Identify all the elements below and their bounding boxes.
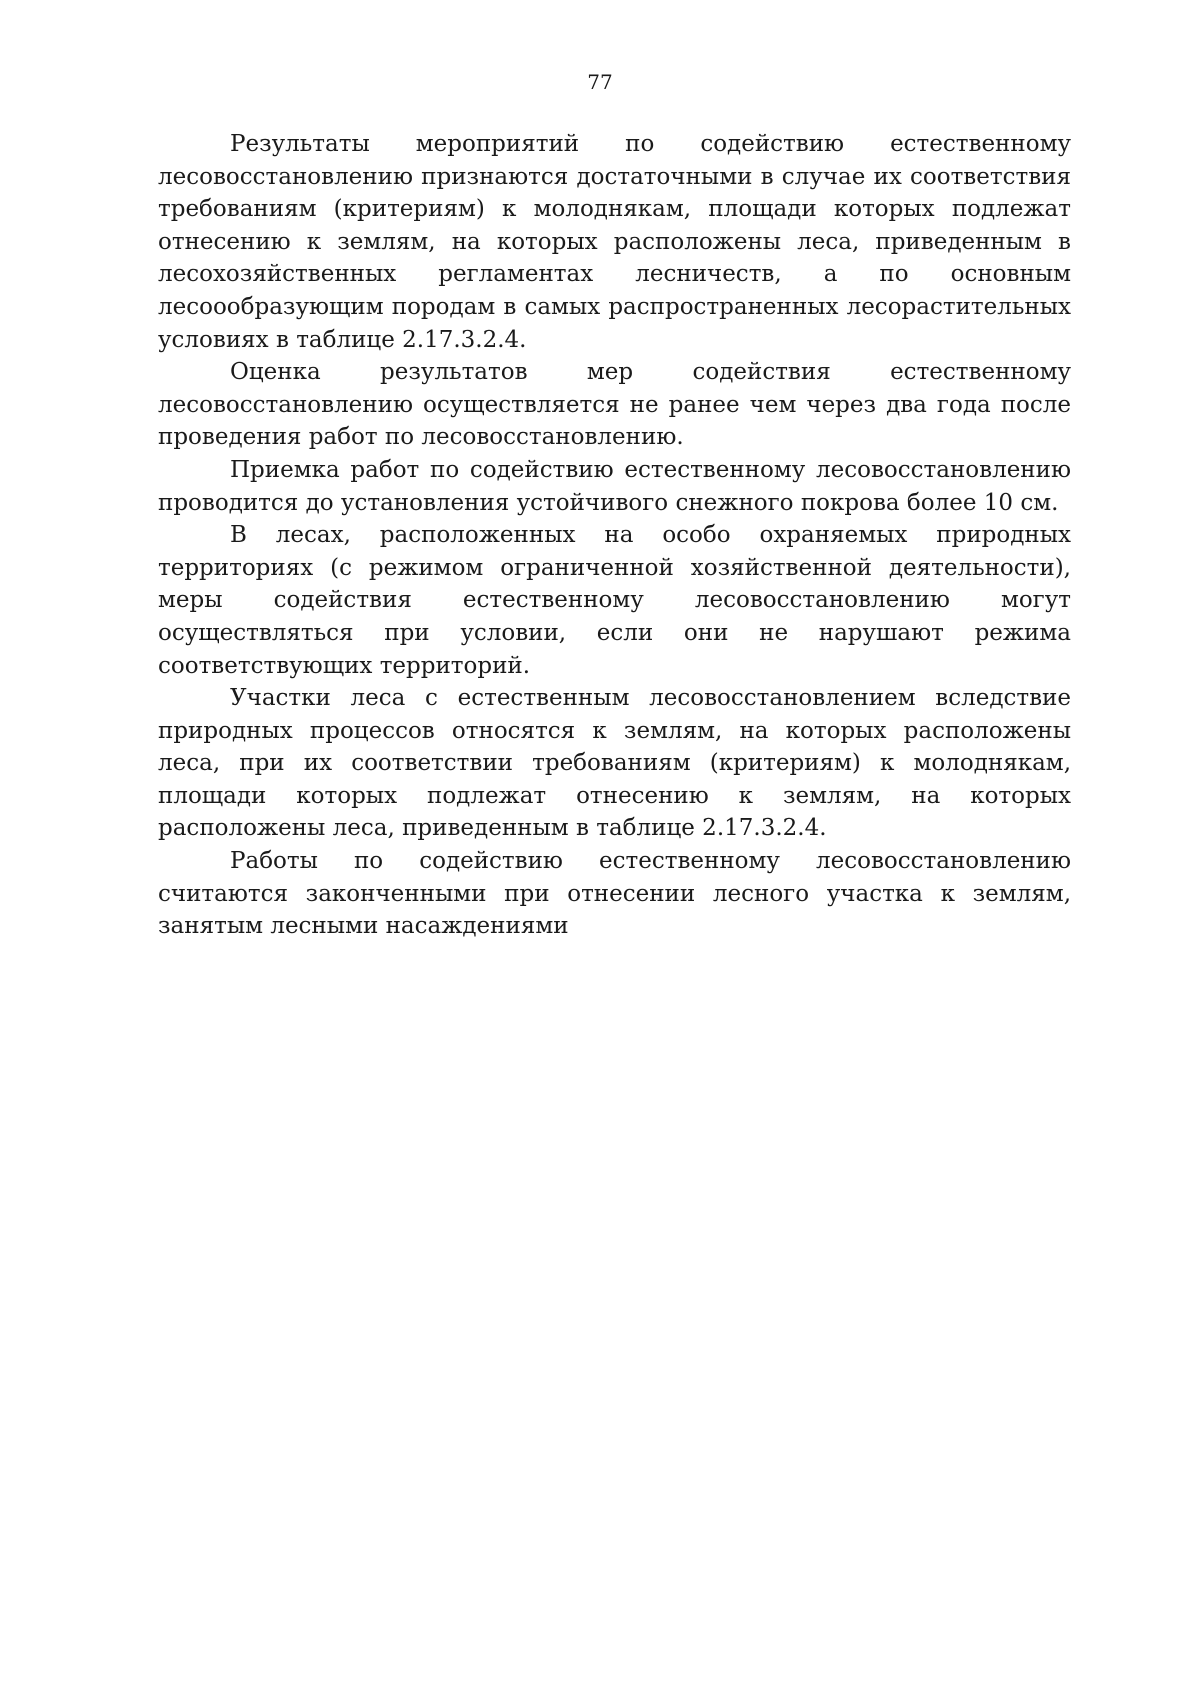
page-number: 77 [587,70,613,94]
paragraph: Оценка результатов мер содействия естественному лесовосстановлению осуществляется не ранее чем через два года после проведения работ по лесовосстановлению. [158,359,1071,451]
paragraph: Результаты мероприятий по содействию естественному лесовосстановлению признаются достаточными в случае их соответствия требованиям (критериям) к молоднякам, площади которых подлежат отнесению к землям, на которых расположены леса, приведенным в лесохозяйственных регламентах лесничеств, а по основным лесоообразующим породам в самых распространенных лесорастительных условиях в таблице 2.17.3.2.4. [158,131,1071,353]
paragraph: Участки леса с естественным лесовосстановлением вследствие природных процессов относятся к землям, на которых расположены леса, при их соответствии требованиям (критериям) к молоднякам, площади которых подлежат отнесению к землям, на которых расположены леса, приведенным в таблице 2.17.3.2.4. [158,685,1071,842]
paragraph: В лесах, расположенных на особо охраняемых природных территориях (с режимом ограниченной хозяйственной деятельности), меры содействия естественному лесовосстановлению могут осуществляться при условии, если они не нарушают режима соответствующих территорий. [158,522,1071,679]
body-text [158,128,1071,943]
paragraph: Работы по содействию естественному лесовосстановлению считаются законченными при отнесении лесного участка к землям, занятым лесными насаждениями [158,848,1071,940]
paragraph: Приемка работ по содействию естественному лесовосстановлению проводится до установления устойчивого снежного покрова более 10 см. [158,456,1071,516]
